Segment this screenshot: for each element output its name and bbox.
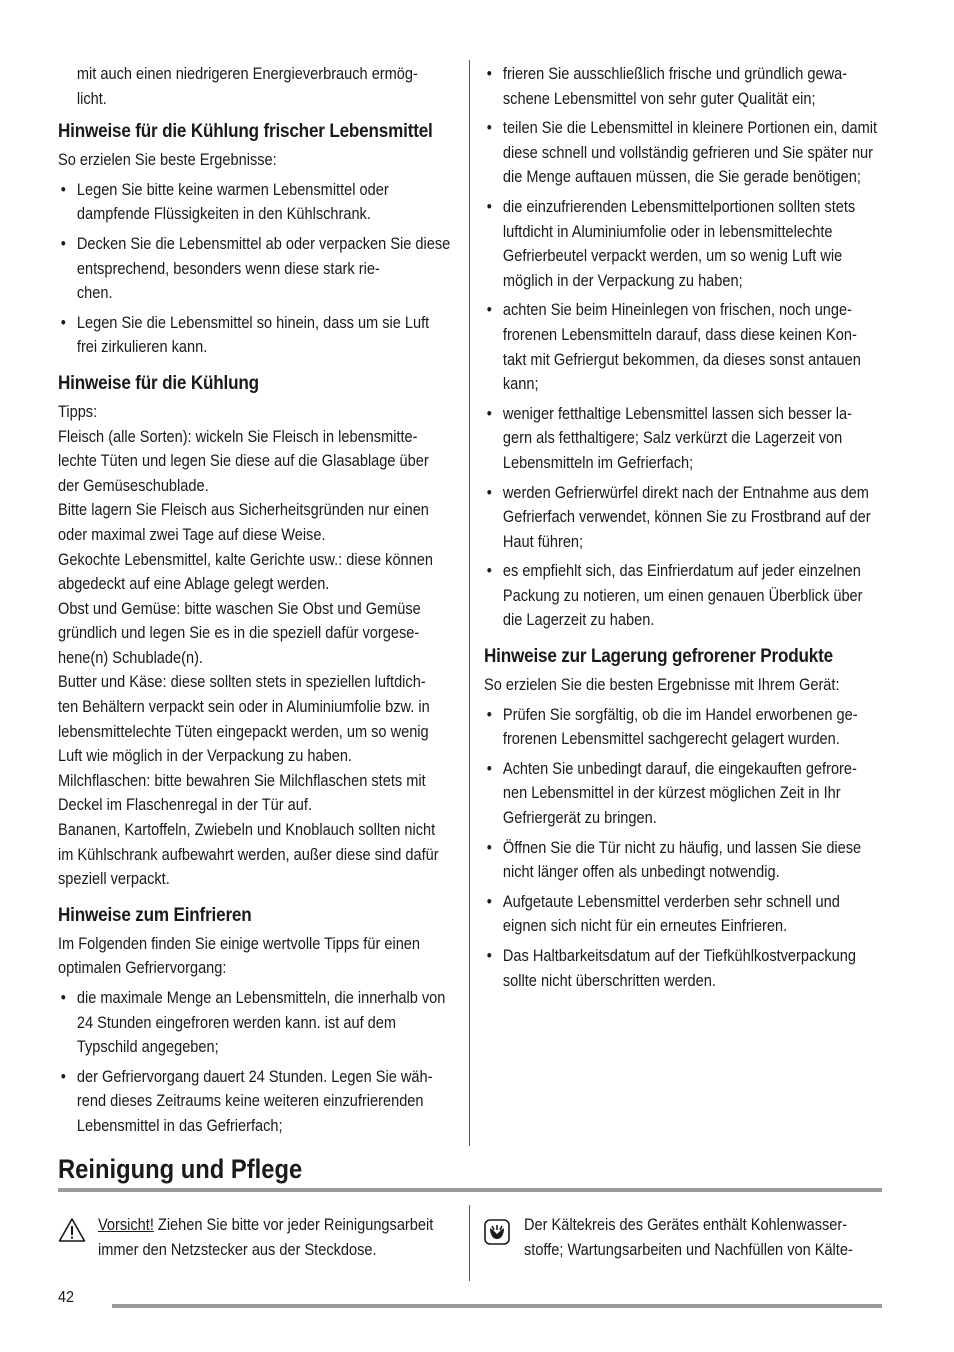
list-item: • werden Gefrierwürfel direkt nach der Entnahme aus dem Gefrierfach verwendet, können Sie zu Frostbrand auf der Haut führen;	[484, 481, 880, 555]
bullet-icon: •	[486, 404, 492, 423]
bullet-icon: •	[486, 838, 492, 857]
page-number: 42	[58, 1289, 75, 1306]
cooling-paragraph: Bitte lagern Sie Fleisch aus Sicherheitsgründen nur einen oder maximal zwei Tage auf diese Weise.	[58, 501, 429, 544]
fresh-food-lead: So erzielen Sie beste Ergebnisse:	[58, 151, 277, 170]
section-title: Reinigung und Pflege	[58, 1154, 303, 1184]
list-item: • Legen Sie die Lebensmittel so hinein, dass um sie Luft frei zirkulieren kann.	[58, 311, 452, 360]
bullet-icon: •	[486, 562, 492, 581]
cooling-paragraph: Tipps:	[58, 402, 98, 421]
freezing-heading: Hinweise zum Einfrieren	[58, 904, 252, 926]
cooling-paragraph: Fleisch (alle Sorten): wickeln Sie Fleisch in lebensmitte- lechte Tüten und legen Sie diese auf die Glasablage über der Gemüseschublade.	[58, 427, 429, 495]
warning-triangle-icon	[58, 1217, 86, 1251]
cooling-paragraph: Milchflaschen: bitte bewahren Sie Milchflaschen stets mit Deckel im Flaschenregal in der Tür auf.	[58, 771, 426, 815]
column-divider	[469, 60, 470, 1146]
bullet-icon: •	[60, 234, 66, 253]
bullet-icon: •	[486, 119, 492, 138]
fresh-food-list	[58, 178, 452, 360]
list-item: • frieren Sie ausschließlich frische und gründlich gewa- schene Lebensmittel von sehr guter Qualität ein;	[484, 62, 880, 111]
cooling-paragraph: Bananen, Kartoffeln, Zwiebeln und Knoblauch sollten nicht im Kühlschrank aufbewahrt werden, außer diese sind dafür speziell verpackt.	[58, 821, 439, 889]
frozen-storage-lead: So erzielen Sie die besten Ergebnisse mit Ihrem Gerät:	[484, 676, 840, 695]
list-item: • es empfiehlt sich, das Einfrierdatum auf jeder einzelnen Packung zu notieren, um einen genauen Überblick über die Lagerzeit zu haben.	[484, 559, 880, 633]
bullet-icon: •	[486, 483, 492, 502]
right-column	[484, 62, 880, 993]
bullet-icon: •	[60, 989, 66, 1007]
bullet-icon: •	[60, 313, 66, 332]
warning-text	[98, 1213, 458, 1262]
freezing-list-continued	[484, 62, 880, 633]
bullet-icon: •	[486, 301, 492, 320]
intro-text: mit auch einen niedrigeren Energieverbrauch ermög- licht.	[76, 65, 418, 108]
list-item: • die einzufrierenden Lebensmittelportionen sollten stets luftdicht in Aluminiumfolie oder in lebensmittelechte Gefrierbeutel verpackt werden, um so wenig Luft wie möglich in der Verpackung zu haben;	[484, 195, 880, 293]
freezing-lead: Im Folgenden finden Sie einige wertvolle Tipps für einen optimalen Gefriervorgang:	[58, 934, 421, 978]
bullet-icon: •	[486, 197, 492, 216]
list-item: • der Gefriervorgang dauert 24 Stunden. Legen Sie wäh- rend dieses Zeitraums keine weiteren einzufrierenden Lebensmittel in das Gefrierfach;	[58, 1065, 452, 1139]
environment-icon	[484, 1219, 510, 1253]
list-item: • Das Haltbarkeitsdatum auf der Tiefkühlkostverpackung sollte nicht überschritten werden.	[484, 944, 880, 993]
list-item: • weniger fetthaltige Lebensmittel lassen sich besser la- gern als fetthaltigere; Salz verkürzt die Lagerzeit von Lebensmitteln im Gefrierfach;	[484, 402, 880, 476]
list-item: • Decken Sie die Lebensmittel ab oder verpacken Sie diese entsprechend, besonders wenn diese stark rie- chen.	[58, 232, 452, 306]
footer-rule	[112, 1304, 882, 1308]
list-item: • Achten Sie unbedingt darauf, die eingekauften gefrore- nen Lebensmittel in der kürzest möglichen Zeit in Ihr Gefriergerät zu bringen.	[484, 757, 880, 831]
freezing-list	[58, 986, 452, 1139]
bullet-icon: •	[60, 180, 66, 199]
cooling-heading: Hinweise für die Kühlung	[58, 372, 259, 394]
bullet-icon: •	[486, 947, 492, 965]
list-item: • Prüfen Sie sorgfältig, ob die im Handel erworbenen ge- frorenen Lebensmittel sachgerecht gelagert wurden.	[484, 703, 880, 752]
bullet-icon: •	[486, 705, 492, 724]
cooling-paragraph: Gekochte Lebensmittel, kalte Gerichte usw.: diese können abgedeckt auf eine Ablage gelegt werden.	[58, 550, 433, 594]
column-divider	[469, 1205, 470, 1281]
list-item: • die maximale Menge an Lebensmitteln, die innerhalb von 24 Stunden eingefroren werden kann. ist auf dem Typschild angegeben;	[58, 986, 452, 1060]
warning-body: Ziehen Sie bitte vor jeder Reinigungsarbeit immer den Netzstecker aus der Steckdose.	[98, 1216, 434, 1259]
list-item: • teilen Sie die Lebensmittel in kleinere Portionen ein, damit diese schnell und vollständig gefrieren und Sie später nur die Menge auftauen müssen, die Sie gerade benötigen;	[484, 116, 880, 190]
warning-label: Vorsicht!	[98, 1216, 154, 1234]
list-item: • Legen Sie bitte keine warmen Lebensmittel oder dampfende Flüssigkeiten in den Kühlschrank.	[58, 178, 452, 227]
left-column	[58, 62, 452, 1139]
bullet-icon: •	[486, 65, 492, 83]
frozen-storage-heading: Hinweise zur Lagerung gefrorener Produkte	[484, 646, 833, 668]
fresh-food-heading: Hinweise für die Kühlung frischer Lebensmittel	[58, 121, 433, 143]
bullet-icon: •	[60, 1067, 66, 1086]
section-rule	[58, 1188, 882, 1192]
list-item: • Aufgetaute Lebensmittel verderben sehr schnell und eignen sich nicht für ein erneutes Einfrieren.	[484, 890, 880, 939]
cooling-paragraph: Obst und Gemüse: bitte waschen Sie Obst und Gemüse gründlich und legen Sie es in die speziell dafür vorgese- hene(n) Schublade(n).	[58, 599, 421, 667]
cooling-paragraph: Butter und Käse: diese sollten stets in speziellen luftdich- ten Behältern verpackt sein oder in Aluminiumfolie bzw. in lebensmittelechte Tüten eingepackt werden, um so wenig Luft wie möglich in der Verpackung zu haben.	[58, 673, 430, 766]
bullet-icon: •	[486, 759, 492, 778]
environment-text: Der Kältekreis des Gerätes enthält Kohlenwasser- stoffe; Wartungsarbeiten und Nachfüllen von Kälte-	[524, 1216, 853, 1259]
list-item: • Öffnen Sie die Tür nicht zu häufig, und lassen Sie diese nicht länger offen als unbedingt notwendig.	[484, 836, 880, 885]
bullet-icon: •	[486, 892, 492, 911]
list-item: • achten Sie beim Hineinlegen von frischen, noch unge- frorenen Lebensmitteln darauf, dass diese keinen Kon- takt mit Gefriergut bekommen, da dieses sonst antauen kann;	[484, 298, 880, 396]
frozen-storage-list	[484, 703, 880, 994]
